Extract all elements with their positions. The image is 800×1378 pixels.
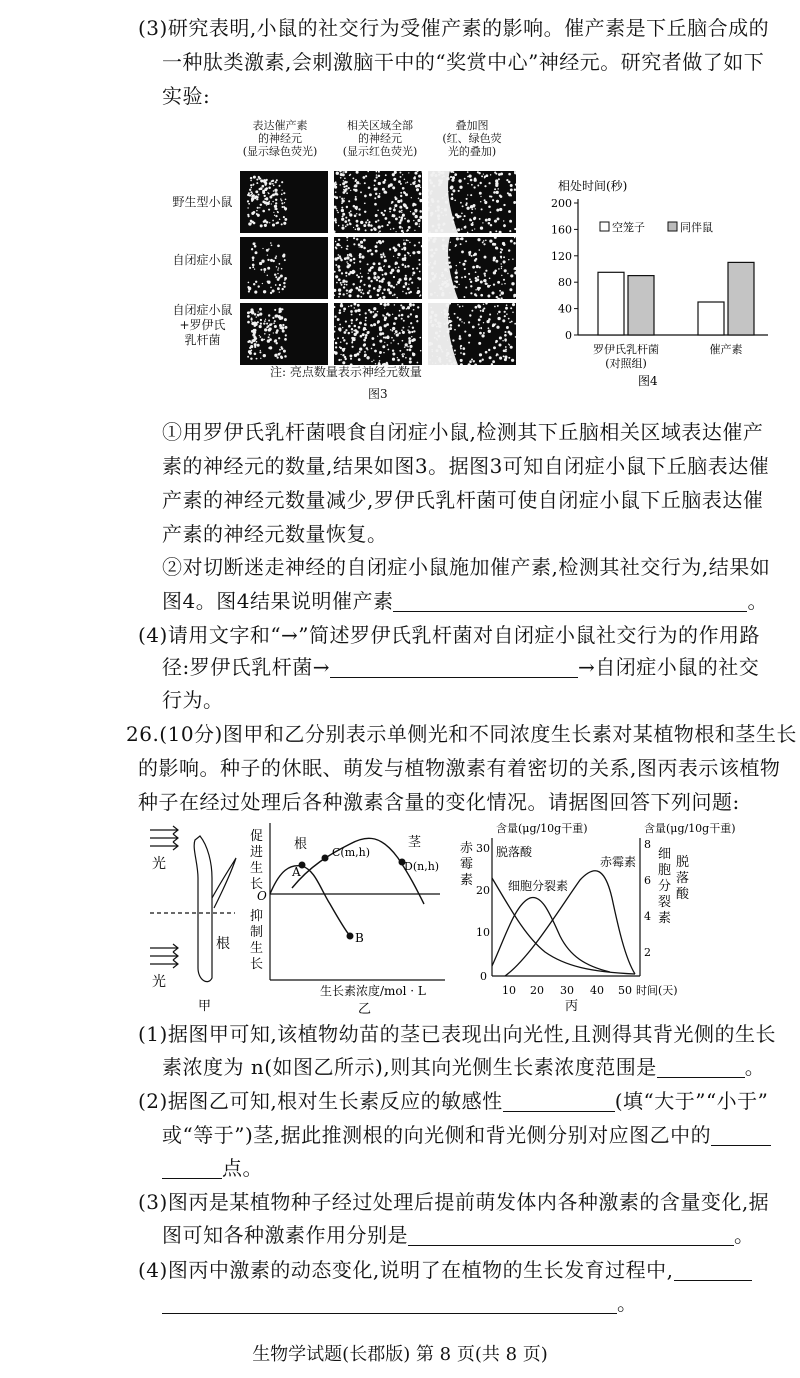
fig4-caption: 图4 — [638, 374, 658, 388]
sub2-line1 — [138, 1087, 768, 1115]
q3-line3: 实验: — [162, 84, 211, 108]
q3-1-line1: ①用罗伊氏乳杆菌喂食自闭症小鼠,检测其下丘脑相关区域表达催产 — [162, 420, 764, 444]
sub4-line1 — [138, 1256, 752, 1284]
yi-root-label: 根 — [294, 837, 308, 852]
sub4-line1-text: (4)图丙中激素的动态变化,说明了在植物的生长发育过程中, — [138, 1258, 674, 1282]
yi-xlabel: 生长素浓度/mol · L — [320, 984, 426, 998]
bing-caption: 丙 — [565, 999, 579, 1014]
answer-blank-sub4-a[interactable] — [674, 1260, 752, 1281]
yi-ylabel-bottom-3: 生 — [250, 941, 264, 956]
page-footer: 生物学试题(长郡版) 第 8 页(共 8 页) — [252, 1344, 548, 1365]
bing-right-tick-6: 6 — [644, 874, 651, 887]
q4-line1: (4)请用文字和“→”简述罗伊氏乳杆菌对自闭症小鼠社交行为的作用路 — [138, 623, 761, 647]
fig3-col-header-1: 表达催产素 的神经元 (显示绿色荧光) — [242, 119, 318, 158]
bing-right-axis-2-2: 落 — [676, 871, 690, 886]
fig4-legend-swatch-1 — [668, 222, 677, 231]
q3-1-line3: 产素的神经元数量减少,罗伊氏乳杆菌可使自闭症小鼠下丘脑表达催 — [162, 488, 764, 512]
sub3-line1: (3)图丙是某植物种子经过处理后提前萌发体内各种激素的含量变化,据 — [138, 1190, 770, 1214]
fig3-col-header-3: 叠加图 (红、绿色荧 光的叠加) — [442, 119, 502, 158]
yi-ylabel-bottom-1: 抑 — [250, 909, 264, 924]
bing-left-axis-3: 素 — [460, 873, 474, 888]
fig3-col-header-2: 相关区域全部 的神经元 (显示红色荧光) — [342, 119, 418, 158]
fig4-ytick-label-0: 0 — [565, 329, 572, 342]
fig4-ylabel: 相处时间(秒) — [558, 180, 628, 193]
fig3-cell-asd-red — [334, 237, 422, 299]
yi-ylabel-top-2: 进 — [250, 845, 264, 860]
bing-right-axis-1-4: 裂 — [658, 895, 672, 910]
fig4-bar-0-0 — [598, 272, 624, 335]
bing-right-axis-1-3: 分 — [658, 879, 672, 894]
q3-line2: 一种肽类激素,会刺激脑干中的“奖赏中心”神经元。研究者做了如下 — [162, 50, 765, 74]
sub1-line2-end: 。 — [744, 1055, 766, 1079]
fig3-cell-wt-red — [334, 171, 422, 233]
sub3-line2-end: 。 — [734, 1223, 755, 1247]
bing-right-tick-2: 2 — [644, 946, 651, 959]
fig3-note: 注: 亮点数量表示神经元数量 — [270, 365, 422, 379]
fig4-bar-0-1 — [628, 276, 654, 335]
yi-point-b: B — [355, 931, 364, 945]
bing-left-axis-1: 赤 — [460, 841, 474, 856]
figure-3 — [160, 115, 530, 400]
bing-x-tick-30: 30 — [560, 984, 574, 997]
fig4-legend-label-0: 空笼子 — [612, 221, 645, 234]
yi-ylabel-top-4: 长 — [250, 877, 264, 892]
fig4-ytick-label-160: 160 — [551, 223, 572, 237]
sub1-line2 — [162, 1053, 765, 1081]
bing-right-axis-1-1: 细 — [658, 847, 672, 862]
jia-root-label: 根 — [216, 936, 230, 952]
answer-blank-sub4-b[interactable] — [162, 1293, 617, 1314]
q3-2-line2-end: 。 — [747, 589, 768, 613]
sub3-line2 — [162, 1221, 755, 1249]
fig4-bar-1-1 — [728, 262, 754, 335]
sub2-line2 — [162, 1121, 771, 1149]
yi-stem-label: 茎 — [408, 835, 422, 850]
bing-curve-gibberellin: 赤霉素 — [600, 855, 637, 869]
bing-x-tick-10: 10 — [502, 984, 516, 997]
bing-x-tick-40: 40 — [590, 984, 604, 997]
bing-curve-abscisic: 脱落酸 — [496, 845, 533, 859]
q3-1-line2: 素的神经元的数量,结果如图3。据图3可知自闭症小鼠下丘脑表达催 — [162, 454, 770, 478]
answer-blank-q4[interactable] — [330, 657, 578, 678]
yi-ylabel-bottom-4: 长 — [250, 957, 264, 972]
q4-line2-text: 径:罗伊氏乳杆菌→ — [162, 655, 330, 679]
q4-line2-end: →自闭症小鼠的社交 — [578, 655, 760, 679]
answer-blank-sub2-a[interactable] — [503, 1091, 615, 1112]
fig3-cell-lr-overlay — [428, 303, 516, 365]
yi-ylabel-top-3: 生 — [250, 861, 264, 876]
q3-2-line2 — [162, 587, 768, 615]
sub2-line1-end: (填“大于”“小于” — [614, 1089, 769, 1113]
jia-caption: 甲 — [198, 999, 212, 1014]
figure-yi — [250, 823, 445, 1017]
fig3-cell-lr-green — [240, 303, 328, 365]
bing-right-tick-4: 4 — [644, 910, 651, 923]
sub1-line1: (1)据图甲可知,该植物幼苗的茎已表现出向光性,且测得其背光侧的生长 — [138, 1022, 777, 1046]
q26-line1: 26.(10分)图甲和乙分别表示单侧光和不同浓度生长素对某植物根和茎生长 — [126, 722, 797, 746]
answer-blank-sub1[interactable] — [657, 1057, 745, 1078]
q3-1-line4: 产素的神经元数量恢复。 — [162, 522, 388, 546]
bing-left-tick-0: 0 — [480, 970, 487, 983]
jia-light-label-1: 光 — [152, 856, 166, 872]
fig3-cell-asd-overlay — [428, 237, 516, 299]
bing-right-axis-2-1: 脱 — [676, 855, 690, 870]
q3-line1: (3)研究表明,小鼠的社交行为受催产素的影响。催产素是下丘脑合成的 — [138, 16, 770, 40]
q26-line2: 的影响。种子的休眠、萌发与植物激素有着密切的关系,图丙表示该植物 — [138, 756, 781, 780]
figure-bing — [460, 821, 736, 1014]
sub2-line3-text: 点。 — [222, 1156, 263, 1180]
sub2-line2-text: 或“等于”)茎,据此推测根的向光侧和背光侧分别对应图乙中的 — [162, 1123, 712, 1147]
sub3-line2-text: 图可知各种激素作用分别是 — [162, 1223, 408, 1247]
jia-light-label-2: 光 — [152, 974, 166, 990]
fig3-row-label-3: 自闭症小鼠 +罗伊氏 乳杆菌 — [172, 303, 233, 347]
q4-line3: 行为。 — [162, 688, 224, 712]
bing-right-axis-1-5: 素 — [658, 911, 672, 926]
fig4-legend-label-1: 同伴鼠 — [680, 221, 713, 234]
sub1-line2-text: 素浓度为 n(如图乙所示),则其向光侧生长素浓度范围是 — [162, 1055, 657, 1079]
yi-ylabel-bottom-2: 制 — [250, 925, 264, 940]
yi-caption: 乙 — [358, 1002, 372, 1017]
answer-blank-sub2-b[interactable] — [711, 1125, 771, 1146]
fig4-category-label-1-0: 催产素 — [709, 343, 743, 356]
fig3-row-label-2: 自闭症小鼠 — [172, 253, 233, 267]
bing-left-tick-20: 20 — [476, 884, 490, 897]
fig3-row-label-1: 野生型小鼠 — [172, 195, 233, 209]
sub2-line3 — [162, 1154, 263, 1182]
q3-2-line2-text: 图4。图4结果说明催产素 — [162, 589, 394, 613]
yi-point-a: A — [292, 865, 301, 879]
yi-origin: O — [257, 889, 267, 903]
q4-line2 — [162, 653, 759, 681]
fig4-legend-swatch-0 — [600, 222, 609, 231]
fig3-cell-lr-red — [334, 303, 422, 365]
bing-left-axis-2: 霉 — [460, 857, 474, 872]
bing-xlabel: 时间(天) — [636, 984, 678, 997]
fig4-ytick-label-80: 80 — [558, 276, 572, 290]
fig4-ytick-label-200: 200 — [551, 197, 572, 210]
bing-x-tick-50: 50 — [618, 984, 632, 997]
bing-right-tick-8: 8 — [644, 838, 651, 851]
fig3-cell-wt-overlay — [428, 171, 516, 233]
fig4-bar-1-0 — [698, 302, 724, 335]
fig3-cell-wt-green — [240, 171, 328, 233]
bing-left-tick-10: 10 — [476, 926, 490, 939]
fig3-caption: 图3 — [368, 387, 388, 401]
fig3-cell-asd-green — [240, 237, 328, 299]
bing-curve-cytokinin: 细胞分裂素 — [508, 879, 569, 893]
sub4-line2 — [162, 1289, 638, 1317]
q26-line3: 种子在经过处理后各种激素含量的变化情况。请据图回答下列问题: — [138, 790, 740, 814]
fig4-ytick-label-120: 120 — [551, 249, 572, 263]
bing-left-tick-30: 30 — [476, 842, 490, 855]
figure-4-chart — [528, 180, 788, 395]
q3-2-line1: ②对切断迷走神经的自闭症小鼠施加催产素,检测其社交行为,结果如 — [162, 555, 771, 579]
bing-right-axis-2-3: 酸 — [676, 887, 690, 902]
bing-left-unit: 含量(μg/10g干重) — [496, 822, 588, 835]
yi-point-c: C(m,h) — [332, 846, 371, 859]
sub2-line1-text: (2)据图乙可知,根对生长素反应的敏感性 — [138, 1089, 503, 1113]
yi-ylabel-top-1: 促 — [250, 829, 264, 844]
bing-right-unit: 含量(μg/10g干重) — [644, 822, 736, 835]
answer-blank-sub2-b-cont[interactable] — [162, 1158, 222, 1179]
fig4-ytick-label-40: 40 — [558, 302, 572, 316]
figures-jia-yi-bing — [140, 818, 790, 1018]
sub4-line2-end: 。 — [617, 1291, 638, 1315]
yi-point-d: D(n,h) — [404, 860, 440, 873]
bing-right-axis-1-2: 胞 — [658, 863, 672, 878]
fig4-category-label-0-0: 罗伊氏乳杆菌 — [593, 343, 659, 356]
figure-jia — [150, 826, 236, 1014]
bing-x-tick-20: 20 — [530, 984, 544, 997]
fig4-category-label-0-1: (对照组) — [605, 357, 647, 370]
answer-blank-sub3[interactable] — [408, 1225, 734, 1246]
answer-blank-q3-2[interactable] — [393, 591, 747, 612]
